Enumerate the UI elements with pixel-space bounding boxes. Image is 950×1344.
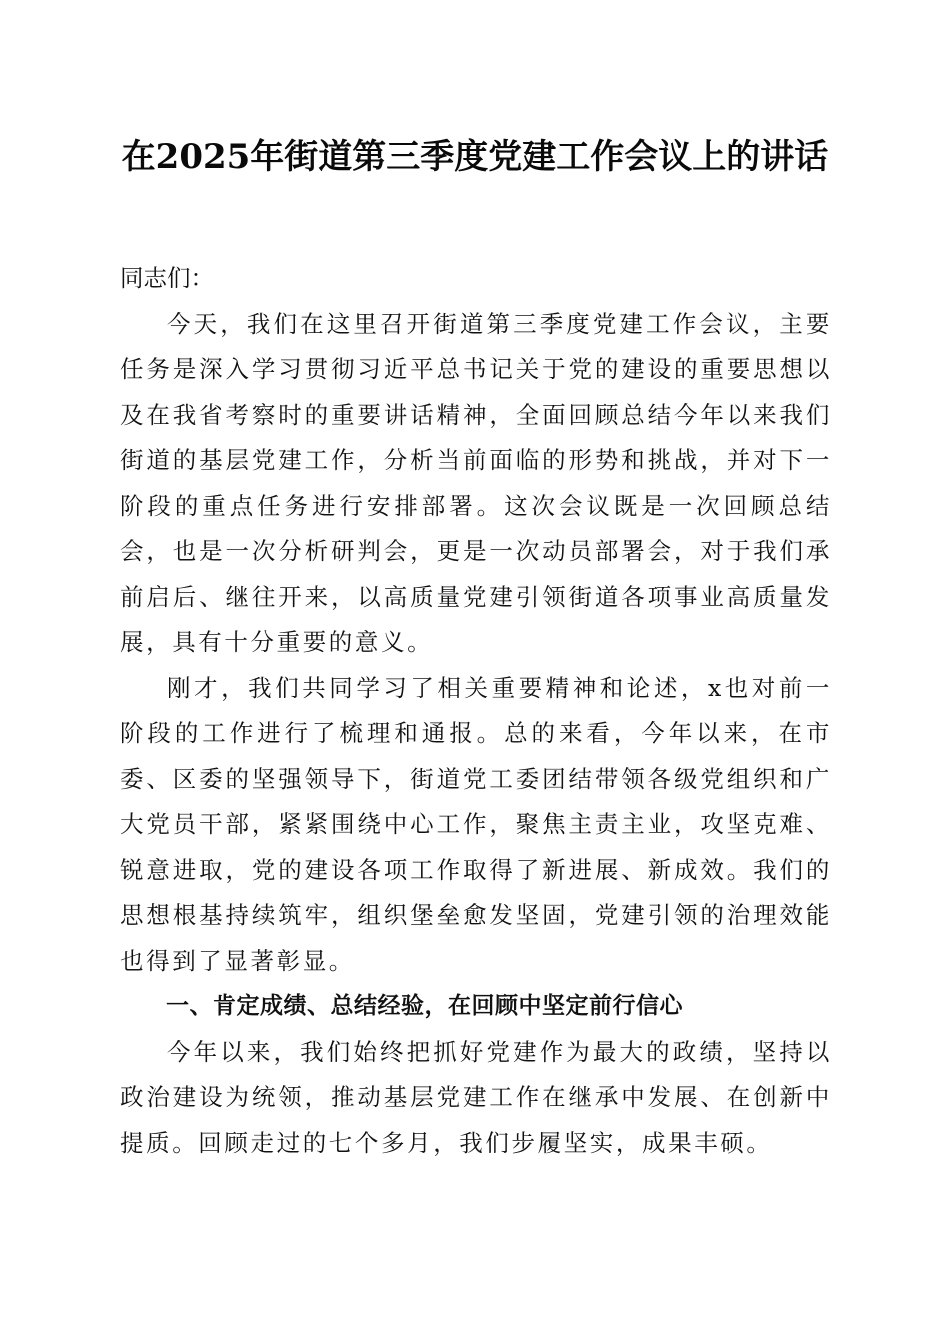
document-body [120, 256, 832, 1166]
paragraph-section: 今年以来，我们始终把抓好党建作为最大的政绩，坚持以政治建设为统领，推动基层党建工作在继承中发展、在创新中提质。回顾走过的七个多月，我们步履坚实，成果丰硕。 [120, 1037, 832, 1157]
document-title: 在2025年街道第三季度党建工作会议上的讲话 [121, 137, 829, 177]
paragraph-opening: 今天，我们在这里召开街道第三季度党建工作会议，主要任务是深入学习贯彻习近平总书记关于党的建设的重要思想以及在我省考察时的重要讲话精神，全面回顾总结今年以来我们街道的基层党建工作，分析当前面临的形势和挑战，并对下一阶段的重点任务进行安排部署。这次会议既是一次回顾总结会，也是一次分析研判会，更是一次动员部署会，对于我们承前启后、继往开来，以高质量党建引领街道各项事业高质量发展，具有十分重要的意义。 [120, 309, 832, 656]
paragraph-review: 刚才，我们共同学习了相关重要精神和论述，x也对前一阶段的工作进行了梳理和通报。总的来看，今年以来，在市委、区委的坚强领导下，街道党工委团结带领各级党组织和广大党员干部，紧紧围绕中心工作，聚焦主责主业，攻坚克难、锐意进取，党的建设各项工作取得了新进展、新成效。我们的思想根基持续筑牢，组织堡垒愈发坚固，党建引领的治理效能也得到了显著彰显。 [120, 673, 832, 975]
salutation: 同志们： [120, 264, 214, 292]
section-heading: 一、肯定成绩、总结经验，在回顾中坚定前行信心 [166, 993, 683, 1019]
